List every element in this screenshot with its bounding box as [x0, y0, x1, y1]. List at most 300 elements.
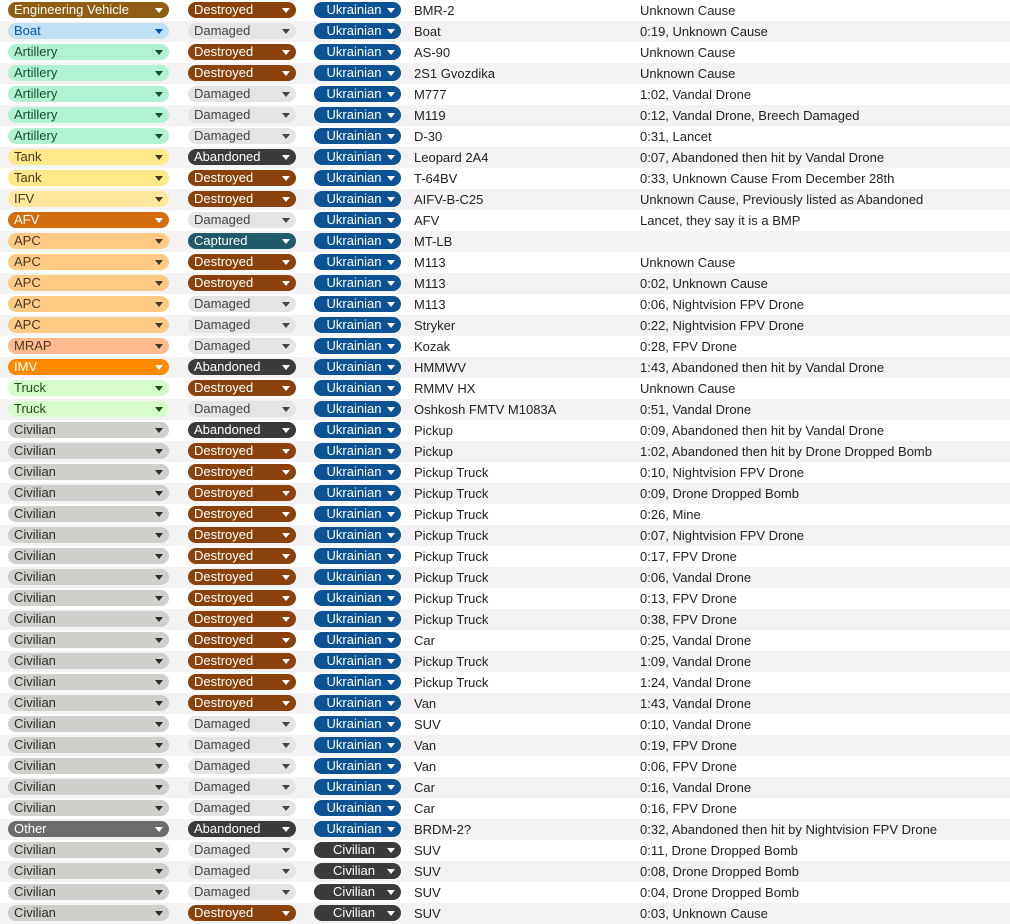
status-dropdown[interactable]	[188, 779, 296, 795]
vehicle-type-dropdown[interactable]	[8, 170, 169, 186]
status-dropdown-label: Damaged	[194, 800, 251, 815]
status-dropdown[interactable]	[188, 653, 296, 669]
status-dropdown[interactable]	[188, 359, 296, 375]
vehicle-type-dropdown-label: Civilian	[14, 905, 56, 920]
vehicle-type-dropdown[interactable]	[8, 23, 169, 39]
status-dropdown-label: Destroyed	[194, 695, 254, 710]
table-row	[0, 84, 1010, 105]
vehicle-type-dropdown[interactable]	[8, 506, 169, 522]
chevron-down-icon	[387, 197, 395, 202]
chevron-down-icon	[155, 407, 163, 412]
table-row	[0, 336, 1010, 357]
operator-dropdown[interactable]	[314, 569, 401, 585]
table-row	[0, 504, 1010, 525]
operator-dropdown[interactable]	[314, 44, 401, 60]
operator-dropdown[interactable]	[314, 86, 401, 102]
status-dropdown[interactable]	[188, 527, 296, 543]
vehicle-type-dropdown-label: Artillery	[14, 44, 58, 59]
status-dropdown[interactable]	[188, 65, 296, 81]
table-row	[0, 609, 1010, 630]
operator-dropdown[interactable]	[314, 464, 401, 480]
vehicle-type-dropdown[interactable]	[8, 758, 169, 774]
vehicle-type-dropdown[interactable]	[8, 443, 169, 459]
status-dropdown[interactable]	[188, 905, 296, 921]
operator-dropdown-label: Ukrainian	[326, 338, 382, 353]
operator-dropdown[interactable]	[314, 338, 401, 354]
model-cell: Pickup Truck	[414, 486, 489, 501]
status-dropdown-label: Damaged	[194, 842, 251, 857]
operator-dropdown[interactable]	[314, 401, 401, 417]
table-row	[0, 441, 1010, 462]
note-cell: 0:08, Drone Dropped Bomb	[640, 864, 799, 879]
operator-dropdown-label: Ukrainian	[326, 695, 382, 710]
status-dropdown-label: Damaged	[194, 86, 251, 101]
chevron-down-icon	[155, 680, 163, 685]
model-cell: Kozak	[414, 339, 451, 354]
chevron-down-icon	[387, 365, 395, 370]
operator-dropdown[interactable]	[314, 905, 401, 921]
note-cell: 0:26, Mine	[640, 507, 701, 522]
operator-dropdown-label: Civilian	[333, 884, 375, 899]
model-cell: SUV	[414, 864, 441, 879]
status-dropdown-label: Destroyed	[194, 569, 254, 584]
chevron-down-icon	[155, 659, 163, 664]
operator-dropdown[interactable]	[314, 779, 401, 795]
operator-dropdown[interactable]	[314, 65, 401, 81]
model-cell: Pickup	[414, 423, 454, 438]
vehicle-type-dropdown[interactable]	[8, 485, 169, 501]
chevron-down-icon	[387, 596, 395, 601]
status-dropdown-label: Damaged	[194, 107, 251, 122]
operator-dropdown-label: Ukrainian	[326, 653, 382, 668]
chevron-down-icon	[282, 323, 290, 328]
operator-dropdown-label: Ukrainian	[326, 296, 382, 311]
note-cell: 0:33, Unknown Cause From December 28th	[640, 171, 895, 186]
vehicle-type-dropdown[interactable]	[8, 128, 169, 144]
operator-dropdown[interactable]	[314, 2, 401, 18]
operator-dropdown[interactable]	[314, 443, 401, 459]
chevron-down-icon	[387, 911, 395, 916]
operator-dropdown[interactable]	[314, 359, 401, 375]
table-row	[0, 189, 1010, 210]
chevron-down-icon	[282, 92, 290, 97]
table-row	[0, 882, 1010, 903]
note-cell: 1:43, Vandal Drone	[640, 696, 752, 711]
vehicle-type-dropdown[interactable]	[8, 779, 169, 795]
status-dropdown[interactable]	[188, 674, 296, 690]
status-dropdown[interactable]	[188, 380, 296, 396]
chevron-down-icon	[282, 302, 290, 307]
model-cell: Stryker	[414, 318, 456, 333]
table-row	[0, 630, 1010, 651]
vehicle-type-dropdown-label: Other	[14, 821, 47, 836]
status-dropdown-label: Destroyed	[194, 506, 254, 521]
vehicle-type-dropdown-label: Tank	[14, 149, 42, 164]
vehicle-type-dropdown[interactable]	[8, 632, 169, 648]
operator-dropdown[interactable]	[314, 821, 401, 837]
operator-dropdown[interactable]	[314, 317, 401, 333]
vehicle-type-dropdown[interactable]	[8, 905, 169, 921]
status-dropdown-label: Destroyed	[194, 2, 254, 17]
chevron-down-icon	[282, 869, 290, 874]
vehicle-type-dropdown[interactable]	[8, 359, 169, 375]
vehicle-type-dropdown[interactable]	[8, 695, 169, 711]
model-cell: D-30	[414, 129, 443, 144]
operator-dropdown-label: Ukrainian	[326, 674, 382, 689]
note-cell: 0:17, FPV Drone	[640, 549, 737, 564]
vehicle-type-dropdown[interactable]	[8, 737, 169, 753]
vehicle-type-dropdown[interactable]	[8, 275, 169, 291]
status-dropdown[interactable]	[188, 317, 296, 333]
vehicle-type-dropdown[interactable]	[8, 2, 169, 18]
table-row	[0, 672, 1010, 693]
operator-dropdown[interactable]	[314, 107, 401, 123]
operator-dropdown[interactable]	[314, 296, 401, 312]
operator-dropdown[interactable]	[314, 254, 401, 270]
operator-dropdown-label: Ukrainian	[326, 758, 382, 773]
operator-dropdown[interactable]	[314, 737, 401, 753]
vehicle-type-dropdown[interactable]	[8, 611, 169, 627]
chevron-down-icon	[387, 50, 395, 55]
operator-dropdown-label: Ukrainian	[326, 821, 382, 836]
chevron-down-icon	[282, 428, 290, 433]
status-dropdown[interactable]	[188, 2, 296, 18]
operator-dropdown[interactable]	[314, 716, 401, 732]
status-dropdown[interactable]	[188, 128, 296, 144]
vehicle-type-dropdown-label: APC	[14, 275, 41, 290]
vehicle-type-dropdown[interactable]	[8, 884, 169, 900]
status-dropdown-label: Damaged	[194, 23, 251, 38]
chevron-down-icon	[387, 470, 395, 475]
chevron-down-icon	[155, 701, 163, 706]
chevron-down-icon	[155, 869, 163, 874]
vehicle-type-dropdown[interactable]	[8, 821, 169, 837]
note-cell: 0:06, FPV Drone	[640, 759, 737, 774]
chevron-down-icon	[387, 869, 395, 874]
vehicle-type-dropdown[interactable]	[8, 380, 169, 396]
status-dropdown-label: Damaged	[194, 296, 251, 311]
chevron-down-icon	[387, 260, 395, 265]
status-dropdown-label: Destroyed	[194, 65, 254, 80]
note-cell: 0:03, Unknown Cause	[640, 906, 768, 921]
chevron-down-icon	[155, 365, 163, 370]
model-cell: Pickup Truck	[414, 675, 489, 690]
chevron-down-icon	[282, 407, 290, 412]
table-row	[0, 588, 1010, 609]
vehicle-type-dropdown[interactable]	[8, 212, 169, 228]
status-dropdown[interactable]	[188, 254, 296, 270]
chevron-down-icon	[282, 617, 290, 622]
chevron-down-icon	[282, 260, 290, 265]
status-dropdown[interactable]	[188, 506, 296, 522]
operator-dropdown[interactable]	[314, 590, 401, 606]
vehicle-type-dropdown-label: Artillery	[14, 128, 58, 143]
status-dropdown[interactable]	[188, 107, 296, 123]
operator-dropdown-label: Ukrainian	[326, 611, 382, 626]
status-dropdown-label: Destroyed	[194, 485, 254, 500]
note-cell: 0:22, Nightvision FPV Drone	[640, 318, 805, 333]
status-dropdown[interactable]	[188, 842, 296, 858]
vehicle-type-dropdown[interactable]	[8, 863, 169, 879]
vehicle-type-dropdown[interactable]	[8, 191, 169, 207]
chevron-down-icon	[387, 113, 395, 118]
chevron-down-icon	[282, 848, 290, 853]
operator-dropdown-label: Ukrainian	[326, 212, 382, 227]
status-dropdown[interactable]	[188, 800, 296, 816]
model-cell: Boat	[414, 24, 441, 39]
operator-dropdown-label: Ukrainian	[326, 107, 382, 122]
status-dropdown-label: Damaged	[194, 884, 251, 899]
operator-dropdown[interactable]	[314, 674, 401, 690]
chevron-down-icon	[155, 71, 163, 76]
status-dropdown[interactable]	[188, 590, 296, 606]
vehicle-type-dropdown[interactable]	[8, 44, 169, 60]
status-dropdown-label: Damaged	[194, 317, 251, 332]
operator-dropdown[interactable]	[314, 380, 401, 396]
chevron-down-icon	[155, 554, 163, 559]
chevron-down-icon	[155, 722, 163, 727]
chevron-down-icon	[155, 848, 163, 853]
status-dropdown[interactable]	[188, 443, 296, 459]
chevron-down-icon	[155, 533, 163, 538]
status-dropdown[interactable]	[188, 338, 296, 354]
vehicle-type-dropdown[interactable]	[8, 464, 169, 480]
table-row	[0, 378, 1010, 399]
chevron-down-icon	[387, 176, 395, 181]
status-dropdown-label: Destroyed	[194, 275, 254, 290]
chevron-down-icon	[387, 134, 395, 139]
note-cell: 0:12, Vandal Drone, Breech Damaged	[640, 108, 860, 123]
vehicle-type-dropdown[interactable]	[8, 800, 169, 816]
chevron-down-icon	[282, 785, 290, 790]
model-cell: Pickup Truck	[414, 507, 489, 522]
model-cell: AFV	[414, 213, 440, 228]
table-row	[0, 105, 1010, 126]
note-cell: Unknown Cause	[640, 66, 736, 81]
operator-dropdown[interactable]	[314, 611, 401, 627]
vehicle-type-dropdown[interactable]	[8, 842, 169, 858]
chevron-down-icon	[155, 218, 163, 223]
operator-dropdown[interactable]	[314, 695, 401, 711]
model-cell: Van	[414, 696, 437, 711]
operator-dropdown[interactable]	[314, 527, 401, 543]
chevron-down-icon	[155, 575, 163, 580]
chevron-down-icon	[387, 92, 395, 97]
vehicle-type-dropdown-label: Civilian	[14, 611, 56, 626]
vehicle-type-dropdown[interactable]	[8, 422, 169, 438]
status-dropdown-label: Damaged	[194, 401, 251, 416]
note-cell: Unknown Cause	[640, 3, 736, 18]
vehicle-type-dropdown[interactable]	[8, 716, 169, 732]
vehicle-type-dropdown[interactable]	[8, 338, 169, 354]
operator-dropdown-label: Ukrainian	[326, 800, 382, 815]
status-dropdown[interactable]	[188, 863, 296, 879]
status-dropdown[interactable]	[188, 44, 296, 60]
status-dropdown[interactable]	[188, 632, 296, 648]
status-dropdown-label: Damaged	[194, 212, 251, 227]
operator-dropdown-label: Ukrainian	[326, 632, 382, 647]
status-dropdown[interactable]	[188, 275, 296, 291]
note-cell: 0:07, Nightvision FPV Drone	[640, 528, 805, 543]
status-dropdown[interactable]	[188, 296, 296, 312]
status-dropdown[interactable]	[188, 716, 296, 732]
model-cell: AIFV-B-C25	[414, 192, 484, 207]
operator-dropdown-label: Ukrainian	[326, 149, 382, 164]
operator-dropdown[interactable]	[314, 632, 401, 648]
vehicle-type-dropdown[interactable]	[8, 590, 169, 606]
vehicle-type-dropdown[interactable]	[8, 653, 169, 669]
vehicle-type-dropdown-label: Civilian	[14, 737, 56, 752]
status-dropdown[interactable]	[188, 149, 296, 165]
operator-dropdown-label: Civilian	[333, 842, 375, 857]
chevron-down-icon	[387, 722, 395, 727]
status-dropdown[interactable]	[188, 569, 296, 585]
chevron-down-icon	[282, 218, 290, 223]
chevron-down-icon	[387, 428, 395, 433]
note-cell: 0:19, FPV Drone	[640, 738, 737, 753]
note-cell: 0:11, Drone Dropped Bomb	[640, 843, 799, 858]
vehicle-type-dropdown[interactable]	[8, 548, 169, 564]
vehicle-type-dropdown[interactable]	[8, 254, 169, 270]
chevron-down-icon	[387, 785, 395, 790]
operator-dropdown[interactable]	[314, 506, 401, 522]
vehicle-type-dropdown[interactable]	[8, 107, 169, 123]
operator-dropdown[interactable]	[314, 275, 401, 291]
vehicle-type-dropdown[interactable]	[8, 317, 169, 333]
status-dropdown-label: Damaged	[194, 338, 251, 353]
vehicle-type-dropdown[interactable]	[8, 674, 169, 690]
status-dropdown[interactable]	[188, 23, 296, 39]
operator-dropdown-label: Ukrainian	[326, 737, 382, 752]
vehicle-type-dropdown[interactable]	[8, 65, 169, 81]
status-dropdown[interactable]	[188, 548, 296, 564]
status-dropdown[interactable]	[188, 695, 296, 711]
table-row	[0, 903, 1010, 924]
status-dropdown[interactable]	[188, 884, 296, 900]
model-cell: Pickup	[414, 444, 454, 459]
vehicle-type-dropdown-label: Civilian	[14, 842, 56, 857]
vehicle-type-dropdown[interactable]	[8, 296, 169, 312]
operator-dropdown[interactable]	[314, 653, 401, 669]
chevron-down-icon	[155, 428, 163, 433]
status-dropdown[interactable]	[188, 758, 296, 774]
chevron-down-icon	[387, 218, 395, 223]
chevron-down-icon	[282, 365, 290, 370]
status-dropdown-label: Destroyed	[194, 464, 254, 479]
note-cell: Unknown Cause	[640, 381, 736, 396]
status-dropdown[interactable]	[188, 86, 296, 102]
vehicle-type-dropdown[interactable]	[8, 527, 169, 543]
model-cell: M113	[414, 276, 446, 291]
operator-dropdown[interactable]	[314, 212, 401, 228]
table-row	[0, 798, 1010, 819]
status-dropdown[interactable]	[188, 464, 296, 480]
vehicle-type-dropdown-label: Boat	[14, 23, 41, 38]
status-dropdown[interactable]	[188, 401, 296, 417]
operator-dropdown[interactable]	[314, 149, 401, 165]
operator-dropdown[interactable]	[314, 128, 401, 144]
table-row	[0, 819, 1010, 840]
vehicle-type-dropdown[interactable]	[8, 149, 169, 165]
operator-dropdown[interactable]	[314, 842, 401, 858]
vehicle-type-dropdown-label: Truck	[14, 401, 47, 416]
operator-dropdown-label: Ukrainian	[326, 233, 382, 248]
table-row	[0, 420, 1010, 441]
status-dropdown[interactable]	[188, 233, 296, 249]
model-cell: Pickup Truck	[414, 591, 489, 606]
operator-dropdown[interactable]	[314, 485, 401, 501]
operator-dropdown[interactable]	[314, 233, 401, 249]
operator-dropdown[interactable]	[314, 863, 401, 879]
status-dropdown[interactable]	[188, 611, 296, 627]
operator-dropdown-label: Ukrainian	[326, 170, 382, 185]
operator-dropdown[interactable]	[314, 548, 401, 564]
table-row	[0, 21, 1010, 42]
vehicle-type-dropdown[interactable]	[8, 86, 169, 102]
chevron-down-icon	[282, 344, 290, 349]
status-dropdown[interactable]	[188, 191, 296, 207]
table-row	[0, 756, 1010, 777]
table-row	[0, 861, 1010, 882]
chevron-down-icon	[282, 50, 290, 55]
vehicle-type-dropdown-label: Tank	[14, 170, 42, 185]
table-row	[0, 168, 1010, 189]
model-cell: BMR-2	[414, 3, 455, 18]
chevron-down-icon	[282, 554, 290, 559]
vehicle-type-dropdown-label: MRAP	[14, 338, 52, 353]
vehicle-type-dropdown[interactable]	[8, 233, 169, 249]
status-dropdown[interactable]	[188, 821, 296, 837]
table-row	[0, 231, 1010, 252]
status-dropdown-label: Destroyed	[194, 170, 254, 185]
operator-dropdown[interactable]	[314, 884, 401, 900]
operator-dropdown[interactable]	[314, 170, 401, 186]
operator-dropdown[interactable]	[314, 422, 401, 438]
status-dropdown-label: Destroyed	[194, 674, 254, 689]
chevron-down-icon	[387, 617, 395, 622]
chevron-down-icon	[387, 533, 395, 538]
note-cell: 1:02, Vandal Drone	[640, 87, 752, 102]
status-dropdown[interactable]	[188, 737, 296, 753]
vehicle-type-dropdown[interactable]	[8, 401, 169, 417]
chevron-down-icon	[282, 281, 290, 286]
chevron-down-icon	[282, 134, 290, 139]
operator-dropdown[interactable]	[314, 758, 401, 774]
chevron-down-icon	[155, 113, 163, 118]
vehicle-type-dropdown[interactable]	[8, 569, 169, 585]
chevron-down-icon	[282, 827, 290, 832]
table-row	[0, 273, 1010, 294]
note-cell: 0:10, Nightvision FPV Drone	[640, 465, 805, 480]
table-row	[0, 294, 1010, 315]
status-dropdown[interactable]	[188, 485, 296, 501]
operator-dropdown[interactable]	[314, 23, 401, 39]
model-cell: HMMWV	[414, 360, 466, 375]
status-dropdown[interactable]	[188, 422, 296, 438]
model-cell: Van	[414, 759, 437, 774]
status-dropdown[interactable]	[188, 170, 296, 186]
status-dropdown[interactable]	[188, 212, 296, 228]
vehicle-type-dropdown-label: APC	[14, 254, 41, 269]
note-cell: 0:04, Drone Dropped Bomb	[640, 885, 799, 900]
table-row	[0, 357, 1010, 378]
chevron-down-icon	[282, 155, 290, 160]
operator-dropdown[interactable]	[314, 191, 401, 207]
status-dropdown-label: Damaged	[194, 128, 251, 143]
model-cell: Pickup Truck	[414, 465, 489, 480]
vehicle-type-dropdown-label: Civilian	[14, 506, 56, 521]
operator-dropdown[interactable]	[314, 800, 401, 816]
